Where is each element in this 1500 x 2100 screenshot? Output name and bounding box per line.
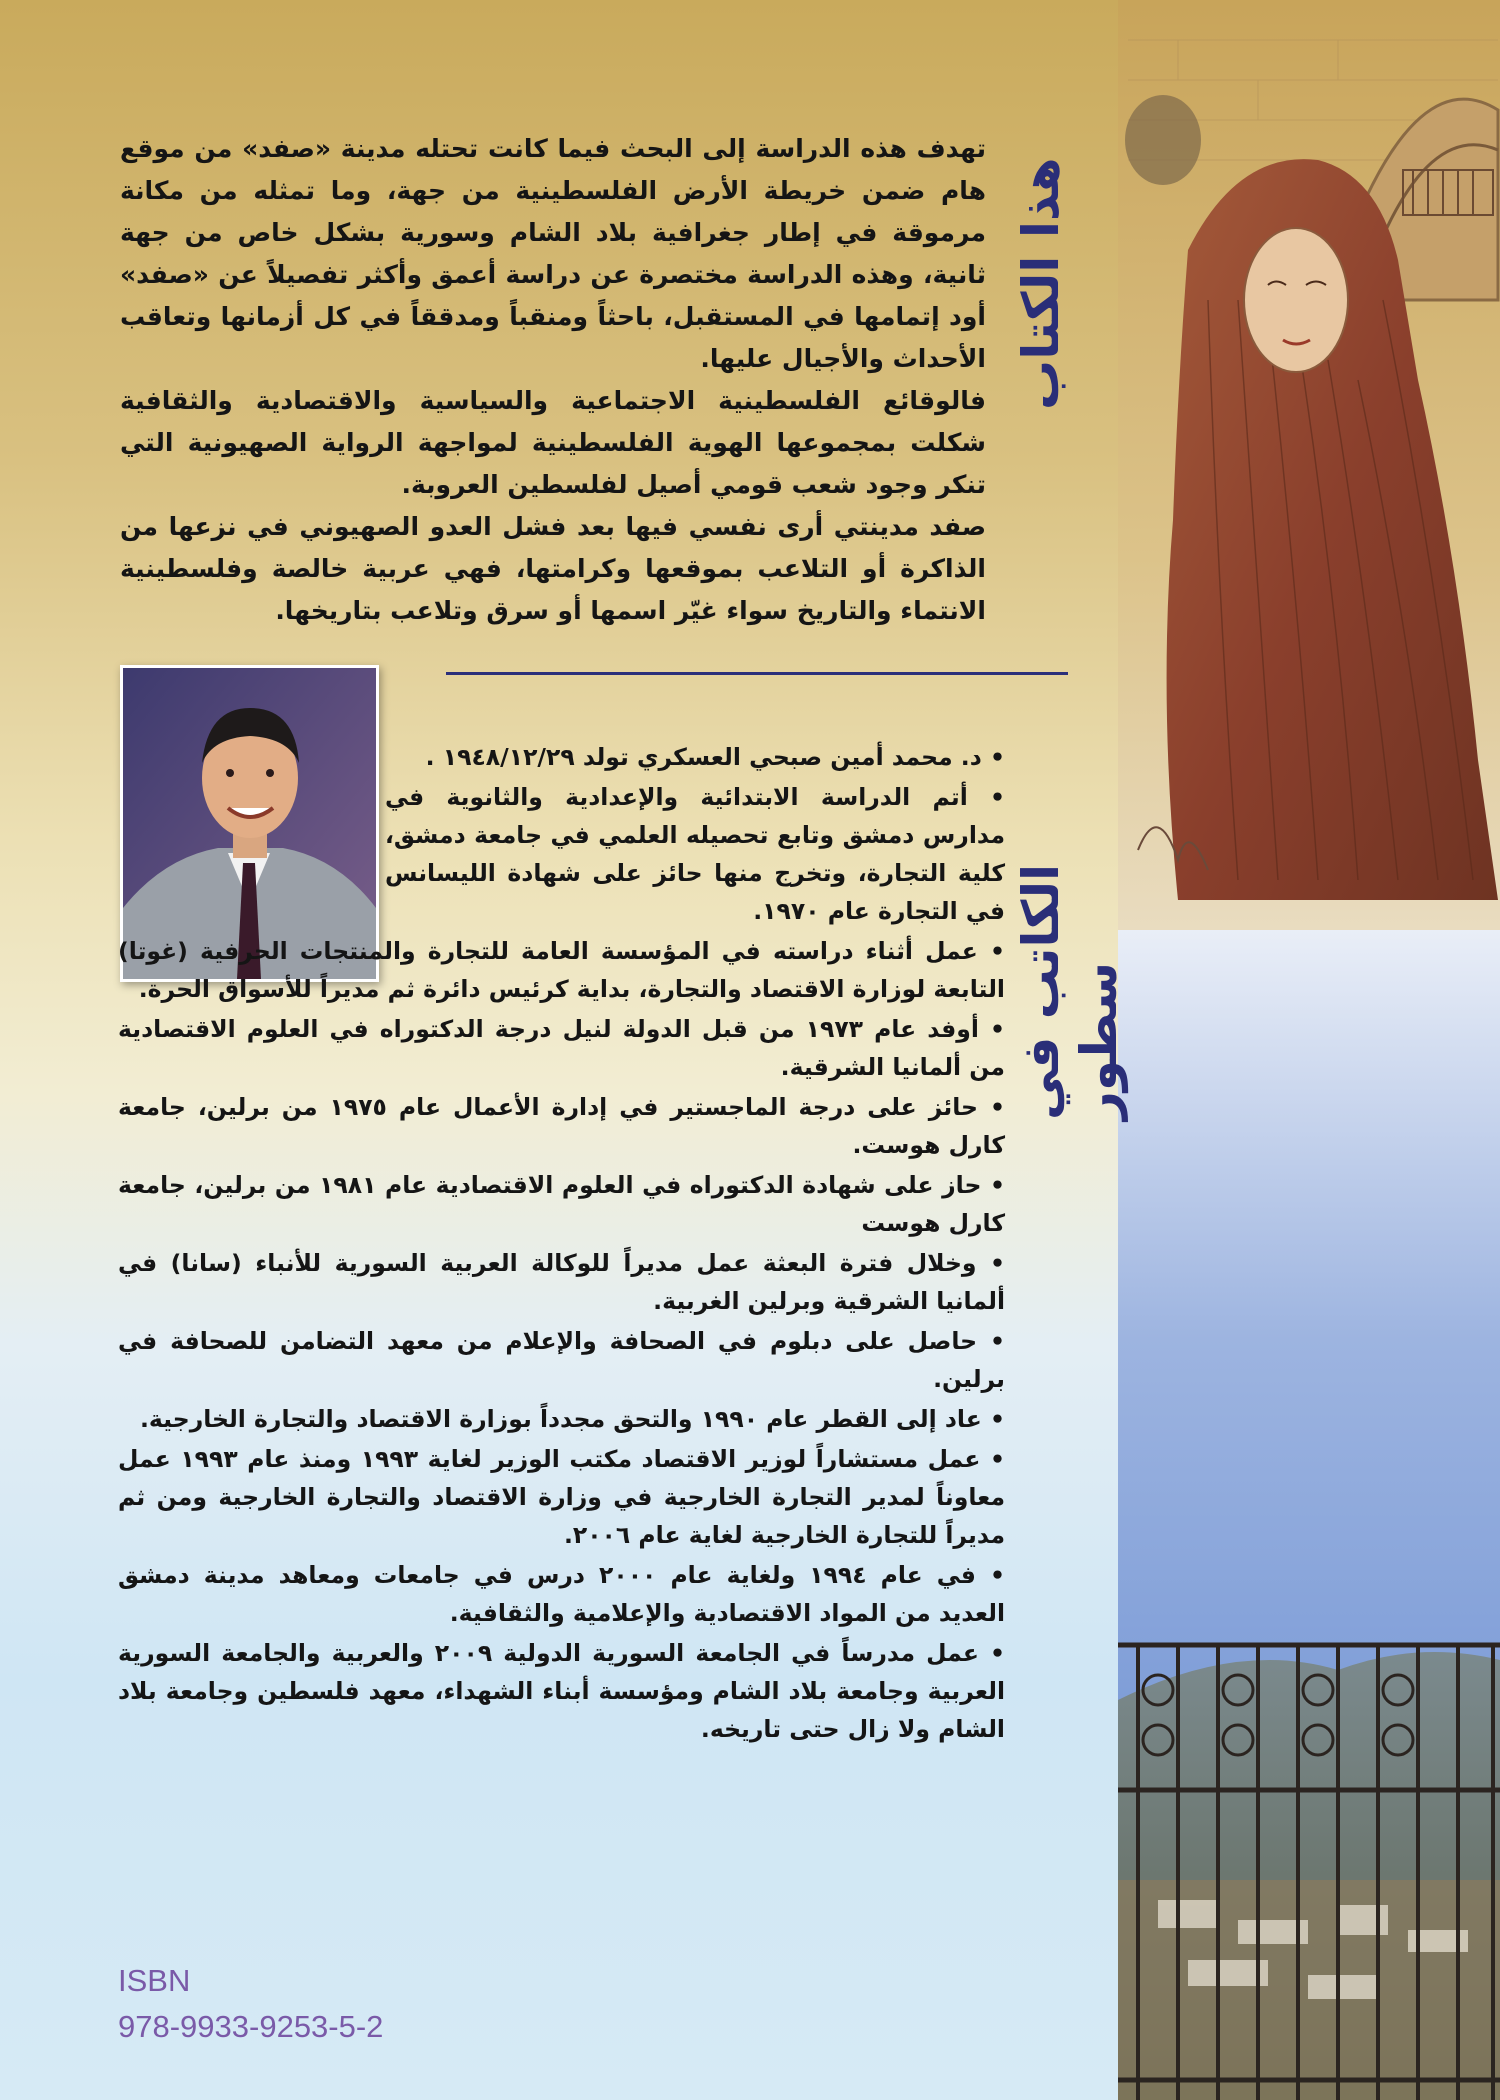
bio-item: • د. محمد أمين صبحي العسكري تولد ١٩٤٨/١٢/٢٩ . [425, 743, 1005, 771]
about-paragraph: صفد مدينتي أرى نفسي فيها بعد فشل العدو الصهيوني في نزعها من الذاكرة أو التلاعب بموقعها وكرامتها، فهي عربية خالصة وفلسطينية الانتماء والتاريخ سواء غيّر اسمها أو سرق وتلاعب بتاريخها. [120, 512, 986, 625]
bio-item: • وخلال فترة البعثة عمل مديراً للوكالة العربية السورية للأنباء (سانا) في ألمانيا الشرقية وبرلين الغربية. [118, 1249, 1005, 1315]
about-paragraph: تهدف هذه الدراسة إلى البحث فيما كانت تحتله مدينة «صفد» من موقع هام ضمن خريطة الأرض الفلسطينية من جهة، وما تمثله من مكانة مرموقة في إطار جغرافية بلاد الشام وسورية بشكل خاص من جهة ثانية، وهذه الدراسة مختصرة عن دراسة أعمق وأكثر تفصيلاً عن «صفد» أود إتمامها في المستقبل، باحثاً ومنقباً ومدققاً في كل أزمانها وتعاقب الأحداث والأجيال عليها. [120, 134, 986, 373]
bio-item: • في عام ١٩٩٤ ولغاية عام ٢٠٠٠ درس في جامعات ومعاهد مدينة دمشق العديد من المواد الاقتصادية والإعلامية والثقافية. [118, 1561, 1005, 1627]
bio-item: • عمل مستشاراً لوزير الاقتصاد مكتب الوزير لغاية ١٩٩٣ ومنذ عام ١٩٩٣ عمل معاوناً لمدير التجارة الخارجية في وزارة الاقتصاد والتجارة الخارجية ومن ثم مديراً للتجارة الخارجية لغاية عام ٢٠٠٦. [118, 1445, 1005, 1549]
bio-item: • حاز على شهادة الدكتوراه في العلوم الاقتصادية عام ١٩٨١ من برلين، جامعة كارل هوست [118, 1171, 1005, 1237]
about-book-text [120, 128, 986, 632]
about-paragraph: فالوقائع الفلسطينية الاجتماعية والسياسية والاقتصادية والثقافية شكلت بمجموعها الهوية الفلسطينية لمواجهة الرواية الصهيونية التي تنكر وجود شعب قومي أصيل لفلسطين العروبة. [120, 386, 986, 499]
cover-artwork-panel [1118, 0, 1500, 2100]
bio-item: • أتم الدراسة الابتدائية والإعدادية والثانوية في مدارس دمشق وتابع تحصيله العلمي في جامعة دمشق، كلية التجارة، وتخرج منها حائز على شهادة الليسانس في التجارة عام ١٩٧٠. [385, 783, 1006, 925]
isbn-number: 978-9933-9253-5-2 [118, 2009, 384, 2044]
isbn-block [118, 1958, 383, 2050]
bio-item: • أوفد عام ١٩٧٣ من قبل الدولة لنيل درجة الدكتوراه في العلوم الاقتصادية من ألمانيا الشرقية. [118, 1015, 1006, 1081]
bio-item: • حاصل على دبلوم في الصحافة والإعلام من معهد التضامن للصحافة في برلين. [118, 1327, 1005, 1393]
bio-item: • عاد إلى القطر عام ١٩٩٠ والتحق مجدداً بوزارة الاقتصاد والتجارة الخارجية. [139, 1405, 1005, 1433]
about-author-heading: الكاتب في سطور [1012, 863, 1128, 1120]
bio-item: • عمل أثناء دراسته في المؤسسة العامة للتجارة والمنتجات الحرفية (غوتا) التابعة لوزارة الاقتصاد والتجارة، بداية كرئيس دائرة ثم مديراً للأسواق الحرة. [118, 937, 1006, 1003]
section-divider [446, 672, 1068, 675]
author-bio-list [118, 738, 1005, 1750]
isbn-label: ISBN [118, 1963, 191, 1998]
about-book-heading: هذا الكتاب [1012, 157, 1070, 410]
balcony-landscape-photo [1118, 930, 1500, 2100]
bio-item: • حائز على درجة الماجستير في إدارة الأعمال عام ١٩٧٥ من برلين، جامعة كارل هوست. [118, 1093, 1005, 1159]
painting-woman-illustration [1118, 0, 1500, 930]
bio-item: • عمل مدرساً في الجامعة السورية الدولية ٢٠٠٩ والعربية والجامعة السورية العربية وجامعة بلاد الشام ومؤسسة أبناء الشهداء، معهد فلسطين وجامعة بلاد الشام ولا زال حتى تاريخه. [118, 1639, 1006, 1743]
